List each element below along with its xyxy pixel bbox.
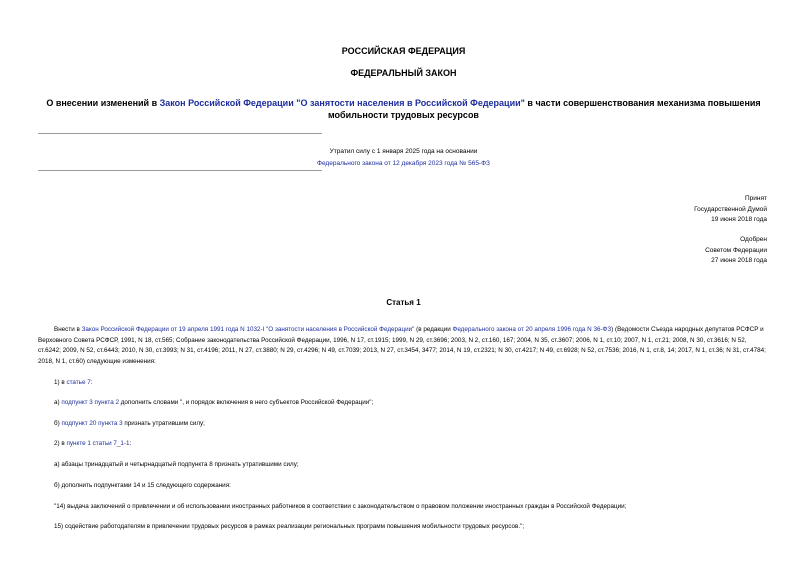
item-1 [38, 378, 786, 389]
item-2b: б) дополнить подпунктами 14 и 15 следующего содержания: [54, 482, 231, 489]
article-heading: Статья 1 [386, 298, 421, 307]
approved-block [705, 235, 767, 267]
article7-1-1-link[interactable]: пункте 1 статьи 7_1-1 [66, 440, 130, 447]
intro-text: (в редакции [414, 326, 453, 333]
intro-law-link[interactable]: Закон Российской Федерации от 19 апреля 1991 года N 1032-I "О занятости населения в Российской Федерации" [81, 326, 415, 333]
item-text: : [129, 440, 132, 447]
item-2a: а) абзацы тринадцатый и четырнадцатый подпункта 8 признать утратившими силу; [54, 461, 299, 468]
accepted-body: Государственной Думой [694, 205, 767, 213]
article7-link[interactable]: статье 7 [66, 379, 91, 386]
heading-country: РОССИЙСКАЯ ФЕДЕРАЦИЯ [341, 46, 466, 56]
subpoint3-link[interactable]: подпункт 3 пункта 2 [61, 399, 119, 406]
item-text: : [90, 379, 93, 386]
divider-top [38, 133, 322, 134]
approved-body: Советом Федерации [705, 246, 767, 254]
subpoint20-link[interactable]: подпункт 20 пункта 3 [61, 420, 123, 427]
item-text: признать утратившим силу; [122, 420, 205, 427]
item-text: б) [54, 420, 62, 427]
accepted-block [694, 194, 767, 226]
item-text: а) [54, 399, 62, 406]
item-text: 2) в [54, 440, 67, 447]
approved-label: Одобрен [740, 236, 767, 243]
accepted-date: 19 июня 2018 года [711, 216, 767, 223]
article-intro [38, 325, 770, 367]
intro-text: Внести в [54, 326, 82, 333]
item-2 [38, 439, 786, 450]
expiry-text: Утратил силу с 1 января 2025 года на основании [329, 148, 478, 155]
intro-amend-link[interactable]: Федерального закона от 20 апреля 1996 года N 36-ФЗ [452, 326, 612, 333]
expiry-notice [0, 146, 807, 170]
expiry-law-link[interactable]: Федерального закона от 12 декабря 2023 года № 565-ФЗ [317, 160, 490, 167]
quote-14: "14) выдача заключений о привлечении и об использовании иностранных работников в соответствии с законодательством о правовом положении иностранных граждан в Российской Федерации; [54, 503, 627, 510]
quote-15: 15) содействие работодателям в привлечении трудовых ресурсов в рамках реализации региональных программ повышения мобильности трудовых ресурсов."; [54, 523, 525, 530]
title-prefix: О внесении изменений в [46, 98, 160, 108]
title-suffix: в части совершенствования механизма повышения мобильности трудовых ресурсов [328, 98, 761, 120]
item-1a [38, 398, 786, 409]
document-title [40, 97, 767, 121]
heading-doc-type: ФЕДЕРАЛЬНЫЙ ЗАКОН [350, 68, 457, 78]
accepted-label: Принят [744, 195, 767, 202]
divider-bottom [38, 170, 322, 171]
item-1b [38, 419, 786, 430]
title-law-link[interactable]: Закон Российской Федерации "О занятости населения в Российской Федерации" [159, 98, 525, 108]
approved-date: 27 июня 2018 года [711, 257, 767, 264]
item-text: дополнить словами ", и порядок включения в него субъектов Российской Федерации"; [118, 399, 374, 406]
item-text: 1) в [54, 379, 67, 386]
intro-text: ) (Ведомости Съезда народных депутатов РСФСР и Верховного Совета РСФСР, 1991, N 18, ст.565; Собрание законодательства Российской Федерации, 1996, N 17, ст.1915; 1999, N 29, ст.3696; 2003, N 2, ст.160, 167; 2004, N 35, ст.3607; 2006, N 1, ст.10; 2007, N 1, ст.21; 2008, N 30, ст.3616; N 52, ст.6242; 2009, N 52, ст.6443; 2010, N 30, ст.3993; N 31, ст.4196; 2011, N 27, ст.3880; N 29, ст.4296; N 49, ст.7039; 2013, N 27, ст.3454, 3477; 2014, N 19, ст.2321; N 30, ст.4217; N 49, ст.6928; N 52, ст.7536; 2016, N 1, ст.8, 14; 2017, N 1, ст.36; N 31, ст.4784; 2018, N 1, ст.60) следующие изменения: [38, 326, 766, 365]
